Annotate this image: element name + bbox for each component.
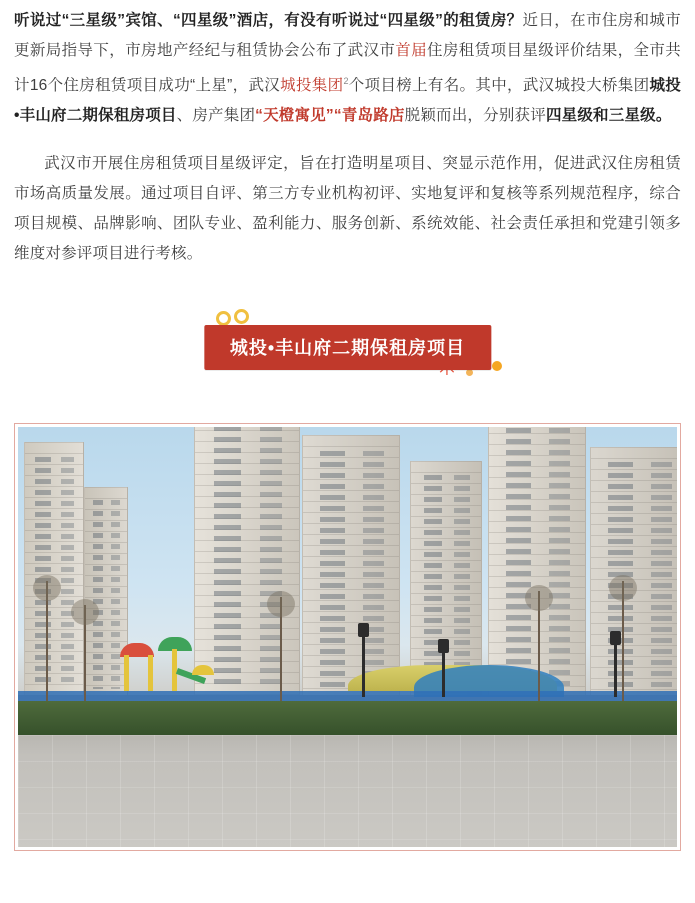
run-normal-1: 近日，在市住房和城市更新局指导下，市房地产经纪与租赁协会公布了武汉市: [14, 12, 681, 59]
hedge-row: [18, 701, 677, 735]
ring-decoration-icon: [216, 311, 231, 326]
tree-3: [280, 597, 282, 701]
run-normal-4: 、房产集团: [176, 107, 256, 125]
dot-decoration-icon: [492, 361, 502, 371]
run-red-chengtou: 城投集团: [280, 77, 344, 95]
building-6: [488, 427, 586, 697]
lamp-post-2: [442, 649, 445, 697]
page-bottom-spacer: [0, 885, 695, 903]
lamp-post-1: [362, 633, 365, 697]
photo-frame: [14, 423, 681, 851]
section-banner: [0, 297, 695, 417]
banner-title: 城投•丰山府二期保租房项目: [204, 325, 491, 370]
superscript-marker: 2: [343, 76, 349, 86]
lamp-post-3: [614, 641, 617, 697]
building-1: [24, 442, 84, 697]
tree-1: [46, 581, 48, 701]
run-bold-rating: 四星级和三星级。: [545, 107, 672, 125]
run-normal-3: 个项目榜上有名。其中，武汉城投大桥集团: [348, 77, 650, 95]
tree-4: [538, 591, 540, 701]
run-red-first: 首届: [395, 42, 428, 59]
tree-2: [84, 605, 86, 701]
lead-sentence: 听说过“三星级”宾馆、“四星级”酒店，有没有听说过“四星级”的租赁房？: [14, 12, 523, 29]
run-normal-5: 脱颖而出，分别获评: [404, 107, 546, 125]
paragraph-1: [14, 0, 681, 131]
building-4: [302, 435, 400, 697]
article-body: [0, 0, 695, 269]
dot-decoration-icon-2: [466, 369, 473, 376]
paving-pattern: [18, 735, 677, 847]
paragraph-2: [14, 149, 681, 269]
paragraph-2-text: 武汉市开展住房租赁项目星级评定，旨在打造明星项目、突显示范作用，促进武汉住房租赁市场高质量发展。通过项目自评、第三方专业机构初评、实地复评和复核等系列规范程序，综合项目规模、品牌影响、团队专业、盈利能力、服务创新、系统效能、社会责任承担和党建引领多维度对参评项目进行考核。: [14, 155, 681, 263]
building-7: [590, 447, 677, 697]
building-5: [410, 461, 482, 697]
run-bold-project-1: 城投•丰山府二期保租房项目: [14, 77, 681, 125]
tree-5: [622, 581, 624, 701]
run-red-store: “青岛路店: [333, 107, 405, 125]
run-red-brand: “天橙寓见”: [255, 107, 334, 125]
project-photo: [18, 427, 677, 847]
ring-decoration-icon-2: [234, 309, 249, 324]
playground-equipment: [114, 641, 224, 697]
run-normal-2: 住房租赁项目星级评价结果，全市共计16个住房租赁项目成功“上星”，武汉: [14, 42, 682, 95]
